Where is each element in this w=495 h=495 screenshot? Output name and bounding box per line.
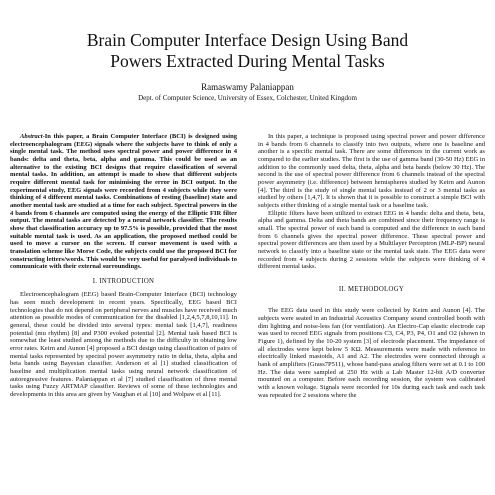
two-column-body bbox=[10, 133, 485, 495]
right-column bbox=[258, 133, 485, 495]
title-line-1: Brain Computer Interface Design Using Band bbox=[86, 30, 409, 50]
abstract-lead: Abstract bbox=[20, 133, 43, 140]
section-gap-2 bbox=[258, 299, 485, 307]
paper-title bbox=[10, 30, 485, 72]
intro-paragraph-2: In this paper, a technique is proposed using spectral power and power difference in 4 bands from 6 channels to classify into two outputs, where one is baseline and another is a specific mental task. There are some differences in the current work as compared to the earlier studies. The first is the use of gamma band (30-50 Hz) EEG in addition to the commonly used delta, theta, alpha and beta bands (below 30 Hz). The second is the use of spectral power difference from 6 channels instead of the spectral power asymmetry (i.e. difference) between hemispheres studied by Keirn and Aunon [4]. The third is the study of single mental tasks instead of 2 or 3 mental tasks as studied by others [1,4,7]. It is shown that it is possible to construct a simple BCI with subjects either thinking of a single mental task or a baseline task. bbox=[258, 133, 485, 209]
author-name: Ramaswamy Palaniappan bbox=[201, 82, 294, 92]
intro-paragraph-3: Elliptic filters have been utilized to extract EEG in 4 bands: delta and theta, beta, alpha and gamma. Delta and theta bands are combined since their frequency range is small. The spectral power of each band is computed and the difference in each band from 6 channels gives the spectral power difference. These spectral power and spectral power differences are then used by a Multilayer Perceptron (MLP-BP) neural network to classify into a baseline state or the mental task state. The EEG data were recorded from 4 subjects during 2 sessions while the subjects were thinking of 4 different mental tasks. bbox=[258, 209, 485, 271]
left-column bbox=[10, 133, 237, 495]
section-heading-methodology: II. METHODOLOGY bbox=[338, 285, 405, 293]
intro-paragraph-1: Electroencephalogram (EEG) based Brain-Computer Interface (BCI) technology has seen much development in recent years. Specifically, EEG based BCI technologies that do not depend on peripheral nerves and muscles have received much attention as possible modes of communication for the disabled [1,2,4,5,7,8,10,11]. In general, these could be divided into several types: mental task [1,4,7], readiness potential (mu rhythm) [8] and P300 evoked potential [2]. Mental task based BCI is somewhat the least studied among the methods due to the difficulty in obtaining low error rates. Keirn and Aunon [4] proposed a BCI design using classification of pairs of mental tasks represented by spectral power asymmetry ratio in delta, theta, alpha and beta bands using Bayesian classifier. Anderson et al [1] studied classification of baseline and multiplication mental tasks using neural network classification of autoregressive features. Palaniappan et al [7] studied classification of three mental tasks using Fuzzy ARTMAP classifier. Reviews of some of these technologies and developments in this area are given by Vaughan et al [10] and Wolpaw et al [11]. bbox=[10, 291, 237, 398]
title-line-2: Powers Extracted During Mental Tasks bbox=[110, 51, 385, 71]
abstract bbox=[10, 133, 237, 271]
abstract-body: -In this paper, a Brain Computer Interface (BCI) is designed using electroencephalogram (EEG) signals where the subjects have to think of only a single mental task. The method uses spectral power and power difference in 4 bands: delta and theta, beta, alpha and gamma. This could be used as an alternative to the existing BCI designs that require classification of several mental tasks. In addition, an attempt is made to show that different subjects require different mental task for minimising the error in BCI output. In the experimental study, EEG signals were recorded from 4 subjects while they were thinking of 4 different mental tasks. Combinations of resting (baseline) state and another mental task are studied at a time for each subject. Spectral powers in the 4 bands from 6 channels are computed using the energy of the Elliptic FIR filter output. The mental tasks are detected by a neural network classifier. The results show that classification accuracy up to 97.5% is possible, provided that the most suitable mental task is used. As an application, the proposed method could be used to move a cursor on the screen. If cursor movement is used with a translation scheme like Morse Code, the subjects could use the proposed BCI for constructing letters/words. This would be very useful for paralysed individuals to communicate with their external surroundings. bbox=[10, 133, 237, 271]
section-heading-introduction: I. INTRODUCTION bbox=[92, 277, 155, 285]
author-affiliation: Dept. of Computer Science, University of Essex, Colchester, United Kingdom bbox=[138, 94, 357, 102]
section-gap bbox=[258, 271, 485, 279]
method-paragraph-1: The EEG data used in this study were collected by Keirn and Aunon [4]. The subjects were seated in an Industrial Acoustics Company sound controlled booth with dim lighting and noise-less fan (for ventilation). An Electro-Cap elastic electrode cap was used to record EEG signals from positions C3, C4, P3, P4, O1 and O2 (shown in Figure 1), defined by the 10-20 system [3] of electrode placement. The impedance of all electrodes were kept below 5 KΩ. Measurements were made with reference to electrically linked mastoids, A1 and A2. The electrodes were connected through a bank of amplifiers (Grass7P511), whose band-pass analog filters were set at 0.1 to 100 Hz. The data were sampled at 250 Hz with a Lab Master 12-bit A/D converter mounted on a computer. Before each recording session, the system was calibrated with a known voltage. Signals were recorded for 10s during each task and each task was repeated for 2 sessions where the bbox=[258, 307, 485, 399]
